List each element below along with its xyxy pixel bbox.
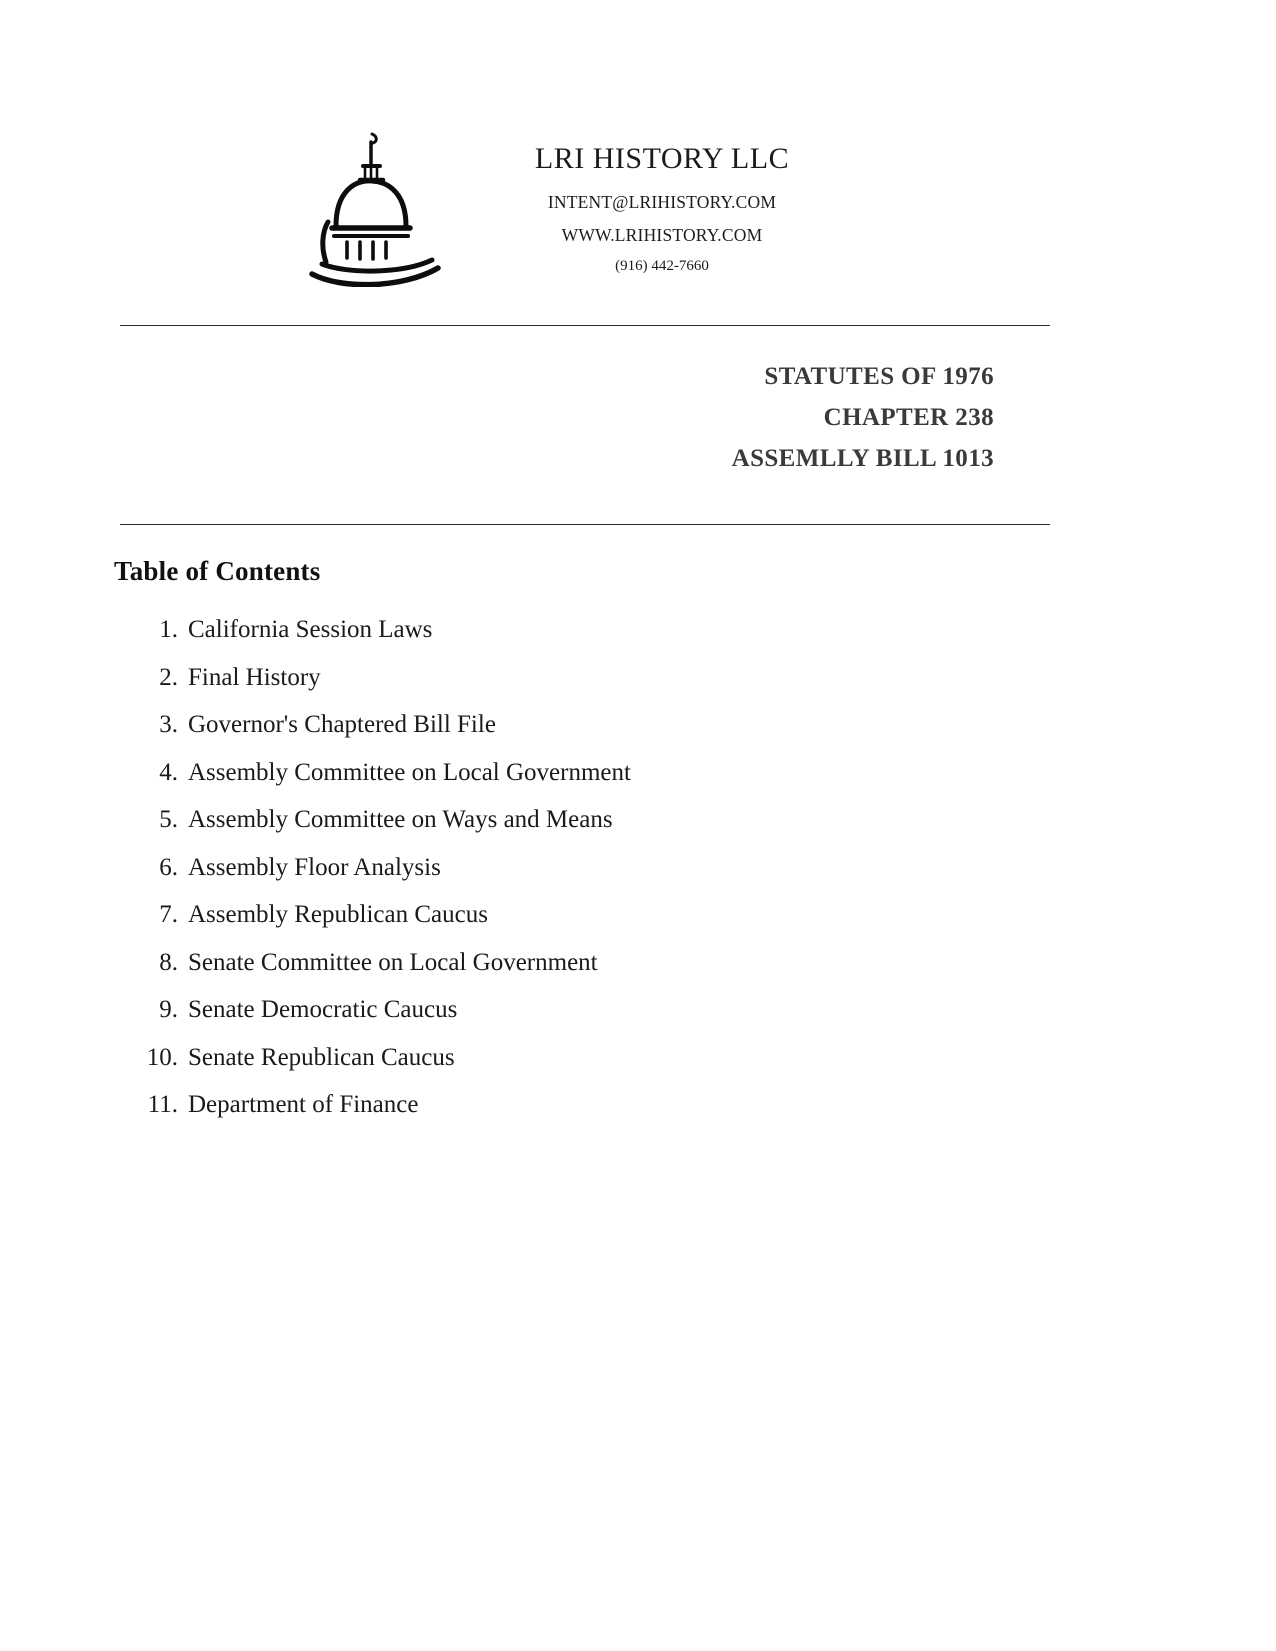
list-item-label: Assembly Floor Analysis xyxy=(188,853,441,881)
list-item-label: Governor's Chaptered Bill File xyxy=(188,711,496,738)
list-item-label: Assembly Republican Caucus xyxy=(188,901,488,928)
list-item-label: Senate Committee on Local Government xyxy=(188,948,598,976)
list-item-label: Department of Finance xyxy=(188,1091,419,1118)
list-item-number: 10. xyxy=(146,1043,178,1071)
list-item xyxy=(120,664,1020,712)
list-item xyxy=(120,996,1020,1044)
list-item-number: 1. xyxy=(159,616,178,643)
list-item-label: Assembly Committee on Local Government xyxy=(188,758,631,786)
list-item-number: 3. xyxy=(159,711,178,738)
divider-top xyxy=(120,325,1050,326)
list-item xyxy=(120,806,1020,854)
list-item-label: California Session Laws xyxy=(188,616,433,643)
chapter-number: CHAPTER 238 xyxy=(823,404,994,431)
page-title: Table of Contents xyxy=(114,556,321,586)
list-item-label: Assembly Committee on Ways and Means xyxy=(188,806,613,833)
company-info xyxy=(452,142,872,275)
list-item-number: 5. xyxy=(159,806,178,833)
list-item xyxy=(120,1044,1020,1092)
list-item xyxy=(120,854,1020,902)
company-email: INTENT@LRIHISTORY.COM xyxy=(547,192,777,212)
list-item xyxy=(120,759,1020,807)
bill-number: ASSEMLLY BILL 1013 xyxy=(731,445,994,472)
list-item xyxy=(120,901,1020,949)
company-website: WWW.LRIHISTORY.COM xyxy=(561,225,763,245)
list-item-label: Senate Republican Caucus xyxy=(188,1043,455,1071)
title-block xyxy=(120,356,994,479)
capitol-dome-icon xyxy=(292,122,452,287)
list-item-number: 2. xyxy=(159,663,178,691)
statutes-year: STATUTES OF 1976 xyxy=(764,363,994,390)
company-name: LRI HISTORY LLC xyxy=(534,142,790,175)
list-item xyxy=(120,711,1020,759)
list-item xyxy=(120,949,1020,997)
list-item-number: 4. xyxy=(159,758,178,786)
list-item-number: 6. xyxy=(159,853,178,881)
list-item-number: 7. xyxy=(159,901,178,928)
table-of-contents-list xyxy=(120,616,1020,1139)
list-item-label: Final History xyxy=(188,663,321,691)
list-item xyxy=(120,616,1020,664)
letterhead xyxy=(0,112,1276,302)
list-item-number: 9. xyxy=(159,996,178,1023)
company-phone: (916) 442-7660 xyxy=(615,258,709,274)
list-item-label: Senate Democratic Caucus xyxy=(188,996,458,1023)
list-item xyxy=(120,1091,1020,1139)
list-item-number: 11. xyxy=(147,1091,178,1118)
divider-bottom xyxy=(120,524,1050,525)
list-item-number: 8. xyxy=(159,948,178,976)
